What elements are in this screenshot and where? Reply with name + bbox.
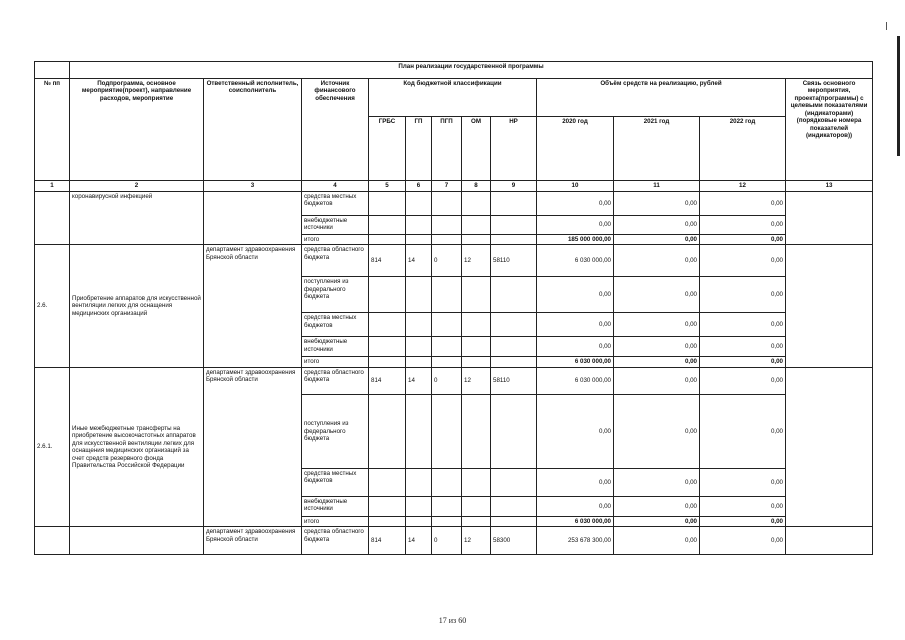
header-2021: 2021 год	[614, 117, 700, 181]
amount-2020: 0,00	[537, 313, 614, 337]
header-name: Подпрограмма, основное мероприятие(проект), направление расходов, мероприятие	[70, 79, 204, 181]
funding-source: итого	[302, 357, 369, 367]
col-number: 8	[462, 181, 491, 192]
col-number: 4	[302, 181, 369, 192]
col-number: 6	[406, 181, 432, 192]
funding-source: средства областного бюджета	[302, 367, 369, 394]
col-number: 2	[70, 181, 204, 192]
header-volume: Объём средств на реализацию, рублей	[537, 79, 786, 117]
col-number: 1	[35, 181, 70, 192]
amount-2021: 0,00	[614, 313, 700, 337]
amount-2020: 0,00	[537, 496, 614, 516]
funding-source: итого	[302, 235, 369, 245]
funding-source: поступления из федерального бюджета	[302, 394, 369, 468]
code-np: 58110	[491, 245, 537, 277]
amount-2020: 0,00	[537, 277, 614, 313]
amount-2022: 0,00	[700, 313, 786, 337]
code-gp: 14	[406, 527, 432, 555]
header-np: НР	[491, 117, 537, 181]
funding-source: поступления из федерального бюджета	[302, 277, 369, 313]
header-budget-code: Код бюджетной классификации	[369, 79, 537, 117]
amount-2022: 0,00	[700, 245, 786, 277]
header-grbs: ГРБС	[369, 117, 406, 181]
col-number: 13	[786, 181, 873, 192]
col-number: 7	[432, 181, 462, 192]
code-grbs: 814	[369, 367, 406, 394]
measure-name: Иные межбюджетные трансферты на приобретение высокочастотных аппаратов для искусственной вентиляции легких для оснащения медицинских организаций за счет средств резервного фонда Правительства Российской Федерации	[70, 367, 204, 526]
total-2022: 0,00	[700, 516, 786, 526]
total-2020: 6 030 000,00	[537, 357, 614, 367]
amount-2022: 0,00	[700, 394, 786, 468]
funding-source: внебюджетные источники	[302, 496, 369, 516]
executor: департамент здравоохранения Брянской области	[204, 245, 302, 367]
code-pgp: 0	[432, 245, 462, 277]
code-np: 58300	[491, 527, 537, 555]
amount-2020: 6 030 000,00	[537, 367, 614, 394]
table-row	[35, 527, 873, 555]
measure-name: коронавирусной инфекцией	[70, 192, 204, 245]
code-grbs: 814	[369, 245, 406, 277]
table-row	[35, 367, 873, 394]
amount-2021: 0,00	[614, 192, 700, 216]
funding-source: средства местных бюджетов	[302, 192, 369, 216]
amount-2022: 0,00	[700, 192, 786, 216]
amount-2020: 0,00	[537, 192, 614, 216]
header-2020: 2020 год	[537, 117, 614, 181]
item-number: 2.6.	[35, 245, 70, 367]
table-title: План реализации государственной программы	[70, 62, 873, 79]
code-np: 58110	[491, 367, 537, 394]
amount-2022: 0,00	[700, 337, 786, 357]
amount-2020: 0,00	[537, 216, 614, 235]
measure-name: Приобретение аппаратов для искусственной вентиляции легких для оснащения медицинских организаций	[70, 245, 204, 367]
executor: департамент здравоохранения Брянской области	[204, 527, 302, 555]
page-number: 17 из 60	[438, 616, 467, 625]
amount-2021: 0,00	[614, 394, 700, 468]
code-pgp: 0	[432, 527, 462, 555]
funding-source: средства местных бюджетов	[302, 468, 369, 496]
plan-table-container	[34, 61, 872, 555]
funding-source: средства областного бюджета	[302, 527, 369, 555]
total-2021: 0,00	[614, 357, 700, 367]
amount-2021: 0,00	[614, 496, 700, 516]
amount-2021: 0,00	[614, 277, 700, 313]
total-2022: 0,00	[700, 235, 786, 245]
funding-source: средства областного бюджета	[302, 245, 369, 277]
header-source: Источник финансового обеспечения	[302, 79, 369, 181]
amount-2022: 0,00	[700, 527, 786, 555]
amount-2022: 0,00	[700, 216, 786, 235]
total-2020: 185 000 000,00	[537, 235, 614, 245]
scan-artifact-top	[886, 22, 887, 30]
header-om: ОМ	[462, 117, 491, 181]
column-number-row	[35, 181, 873, 192]
executor: департамент здравоохранения Брянской области	[204, 367, 302, 526]
amount-2020: 0,00	[537, 394, 614, 468]
amount-2021: 0,00	[614, 337, 700, 357]
col-number: 3	[204, 181, 302, 192]
col-number: 5	[369, 181, 406, 192]
code-grbs: 814	[369, 527, 406, 555]
total-2021: 0,00	[614, 235, 700, 245]
col-number: 11	[614, 181, 700, 192]
amount-2020: 0,00	[537, 337, 614, 357]
header-2022: 2022 год	[700, 117, 786, 181]
total-2020: 6 030 000,00	[537, 516, 614, 526]
item-number: 2.6.1.	[35, 367, 70, 526]
col-number: 12	[700, 181, 786, 192]
code-om: 12	[462, 245, 491, 277]
header-gp: ГП	[406, 117, 432, 181]
amount-2020: 6 030 000,00	[537, 245, 614, 277]
funding-source: итого	[302, 516, 369, 526]
amount-2022: 0,00	[700, 496, 786, 516]
header-pgp: ПГП	[432, 117, 462, 181]
amount-2022: 0,00	[700, 468, 786, 496]
code-gp: 14	[406, 367, 432, 394]
table-row	[35, 245, 873, 277]
total-2021: 0,00	[614, 516, 700, 526]
amount-2021: 0,00	[614, 245, 700, 277]
plan-table	[34, 61, 873, 555]
col-number: 9	[491, 181, 537, 192]
amount-2022: 0,00	[700, 277, 786, 313]
amount-2021: 0,00	[614, 367, 700, 394]
code-om: 12	[462, 527, 491, 555]
header-executor: Ответственный исполнитель, соисполнитель	[204, 79, 302, 181]
col-number: 10	[537, 181, 614, 192]
amount-2022: 0,00	[700, 367, 786, 394]
funding-source: внебюджетные источники	[302, 337, 369, 357]
code-om: 12	[462, 367, 491, 394]
code-gp: 14	[406, 245, 432, 277]
header-num: № пп	[35, 79, 70, 181]
amount-2021: 0,00	[614, 468, 700, 496]
amount-2020: 0,00	[537, 468, 614, 496]
funding-source: внебюджетные источники	[302, 216, 369, 235]
header-indicator-link: Связь основного мероприятия, проекта(программы) с целевыми показателями (индикаторами) (порядковые номера показателей (индикаторов))	[786, 79, 873, 181]
amount-2021: 0,00	[614, 527, 700, 555]
total-2022: 0,00	[700, 357, 786, 367]
amount-2020: 253 678 300,00	[537, 527, 614, 555]
table-row	[35, 192, 873, 216]
scan-artifact-edge	[897, 36, 900, 156]
amount-2021: 0,00	[614, 216, 700, 235]
code-pgp: 0	[432, 367, 462, 394]
funding-source: средства местных бюджетов	[302, 313, 369, 337]
